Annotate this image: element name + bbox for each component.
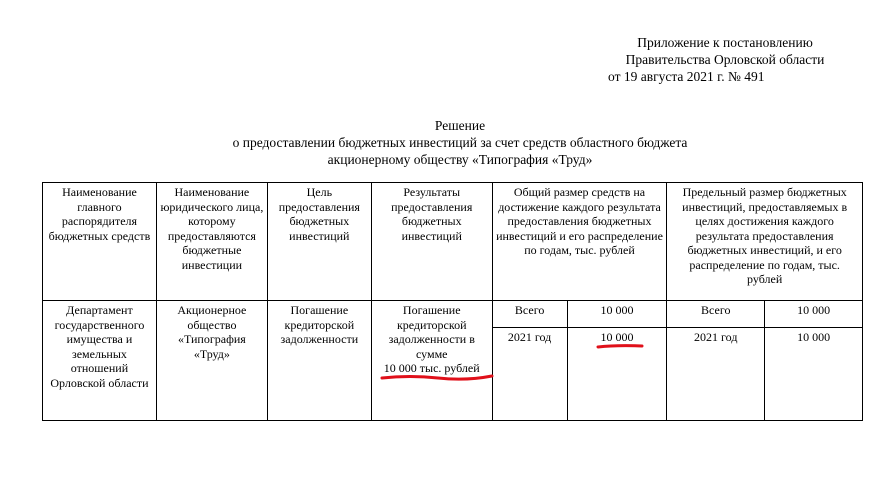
title-line-2: о предоставлении бюджетных инвестиций за счет средств областного бюджета bbox=[232, 135, 688, 150]
cell-result bbox=[371, 301, 492, 421]
header-distributor: Наименование главного распорядителя бюджетных средств bbox=[43, 183, 157, 301]
title-line-3: акционерному обществу «Типография «Труд» bbox=[327, 152, 593, 167]
result-amount: 10 000 тыс. рублей bbox=[383, 361, 480, 375]
header-purpose: Цель предоставления бюджетных инвестиций bbox=[267, 183, 371, 301]
appendix-block bbox=[600, 34, 850, 85]
red-underline-annotation bbox=[380, 373, 495, 383]
cell-limit-total-label: Всего bbox=[667, 301, 765, 328]
cell-year-value bbox=[567, 328, 667, 421]
year-value: 10 000 bbox=[600, 330, 634, 344]
document-title bbox=[100, 117, 820, 168]
cell-limit-total-value: 10 000 bbox=[765, 301, 863, 328]
year-value-underlined bbox=[600, 330, 633, 345]
cell-year-label: 2021 год bbox=[492, 328, 567, 421]
header-limit-amount: Предельный размер бюджетных инвестиций, предоставляемых в целях достижения каждого результата предоставления бюджетных инвестиций, и его распределение по годам, тыс. рублей bbox=[667, 183, 863, 301]
table-row bbox=[43, 301, 863, 328]
header-total-amount: Общий размер средств на достижение каждого результата предоставления бюджетных инвестиций и его распределение по годам, тыс. рублей bbox=[492, 183, 667, 301]
red-underline-annotation bbox=[596, 342, 646, 352]
cell-limit-year-value: 10 000 bbox=[765, 328, 863, 421]
appendix-line-3: от 19 августа 2021 г. № 491 bbox=[608, 69, 765, 84]
appendix-line-1: Приложение к постановлению bbox=[637, 35, 813, 50]
result-amount-underlined bbox=[384, 361, 480, 376]
cell-distributor: Департамент государственного имущества и земельных отношений Орловской области bbox=[43, 301, 157, 421]
appendix-line-2: Правительства Орловской области bbox=[625, 52, 825, 67]
cell-total-value: 10 000 bbox=[567, 301, 667, 328]
cell-limit-year-label: 2021 год bbox=[667, 328, 765, 421]
header-results: Результаты предоставления бюджетных инвестиций bbox=[371, 183, 492, 301]
investment-table bbox=[42, 182, 863, 421]
title-line-1: Решение bbox=[434, 118, 486, 133]
cell-total-label: Всего bbox=[492, 301, 567, 328]
cell-entity: Акционерное общество «Типография «Труд» bbox=[156, 301, 267, 421]
header-entity: Наименование юридического лица, которому предоставляются бюджетные инвестиции bbox=[156, 183, 267, 301]
table-header-row bbox=[43, 183, 863, 301]
cell-purpose: Погашение кредиторской задолженности bbox=[267, 301, 371, 421]
result-text: Погашение кредиторской задолженности в сумме bbox=[388, 303, 475, 361]
